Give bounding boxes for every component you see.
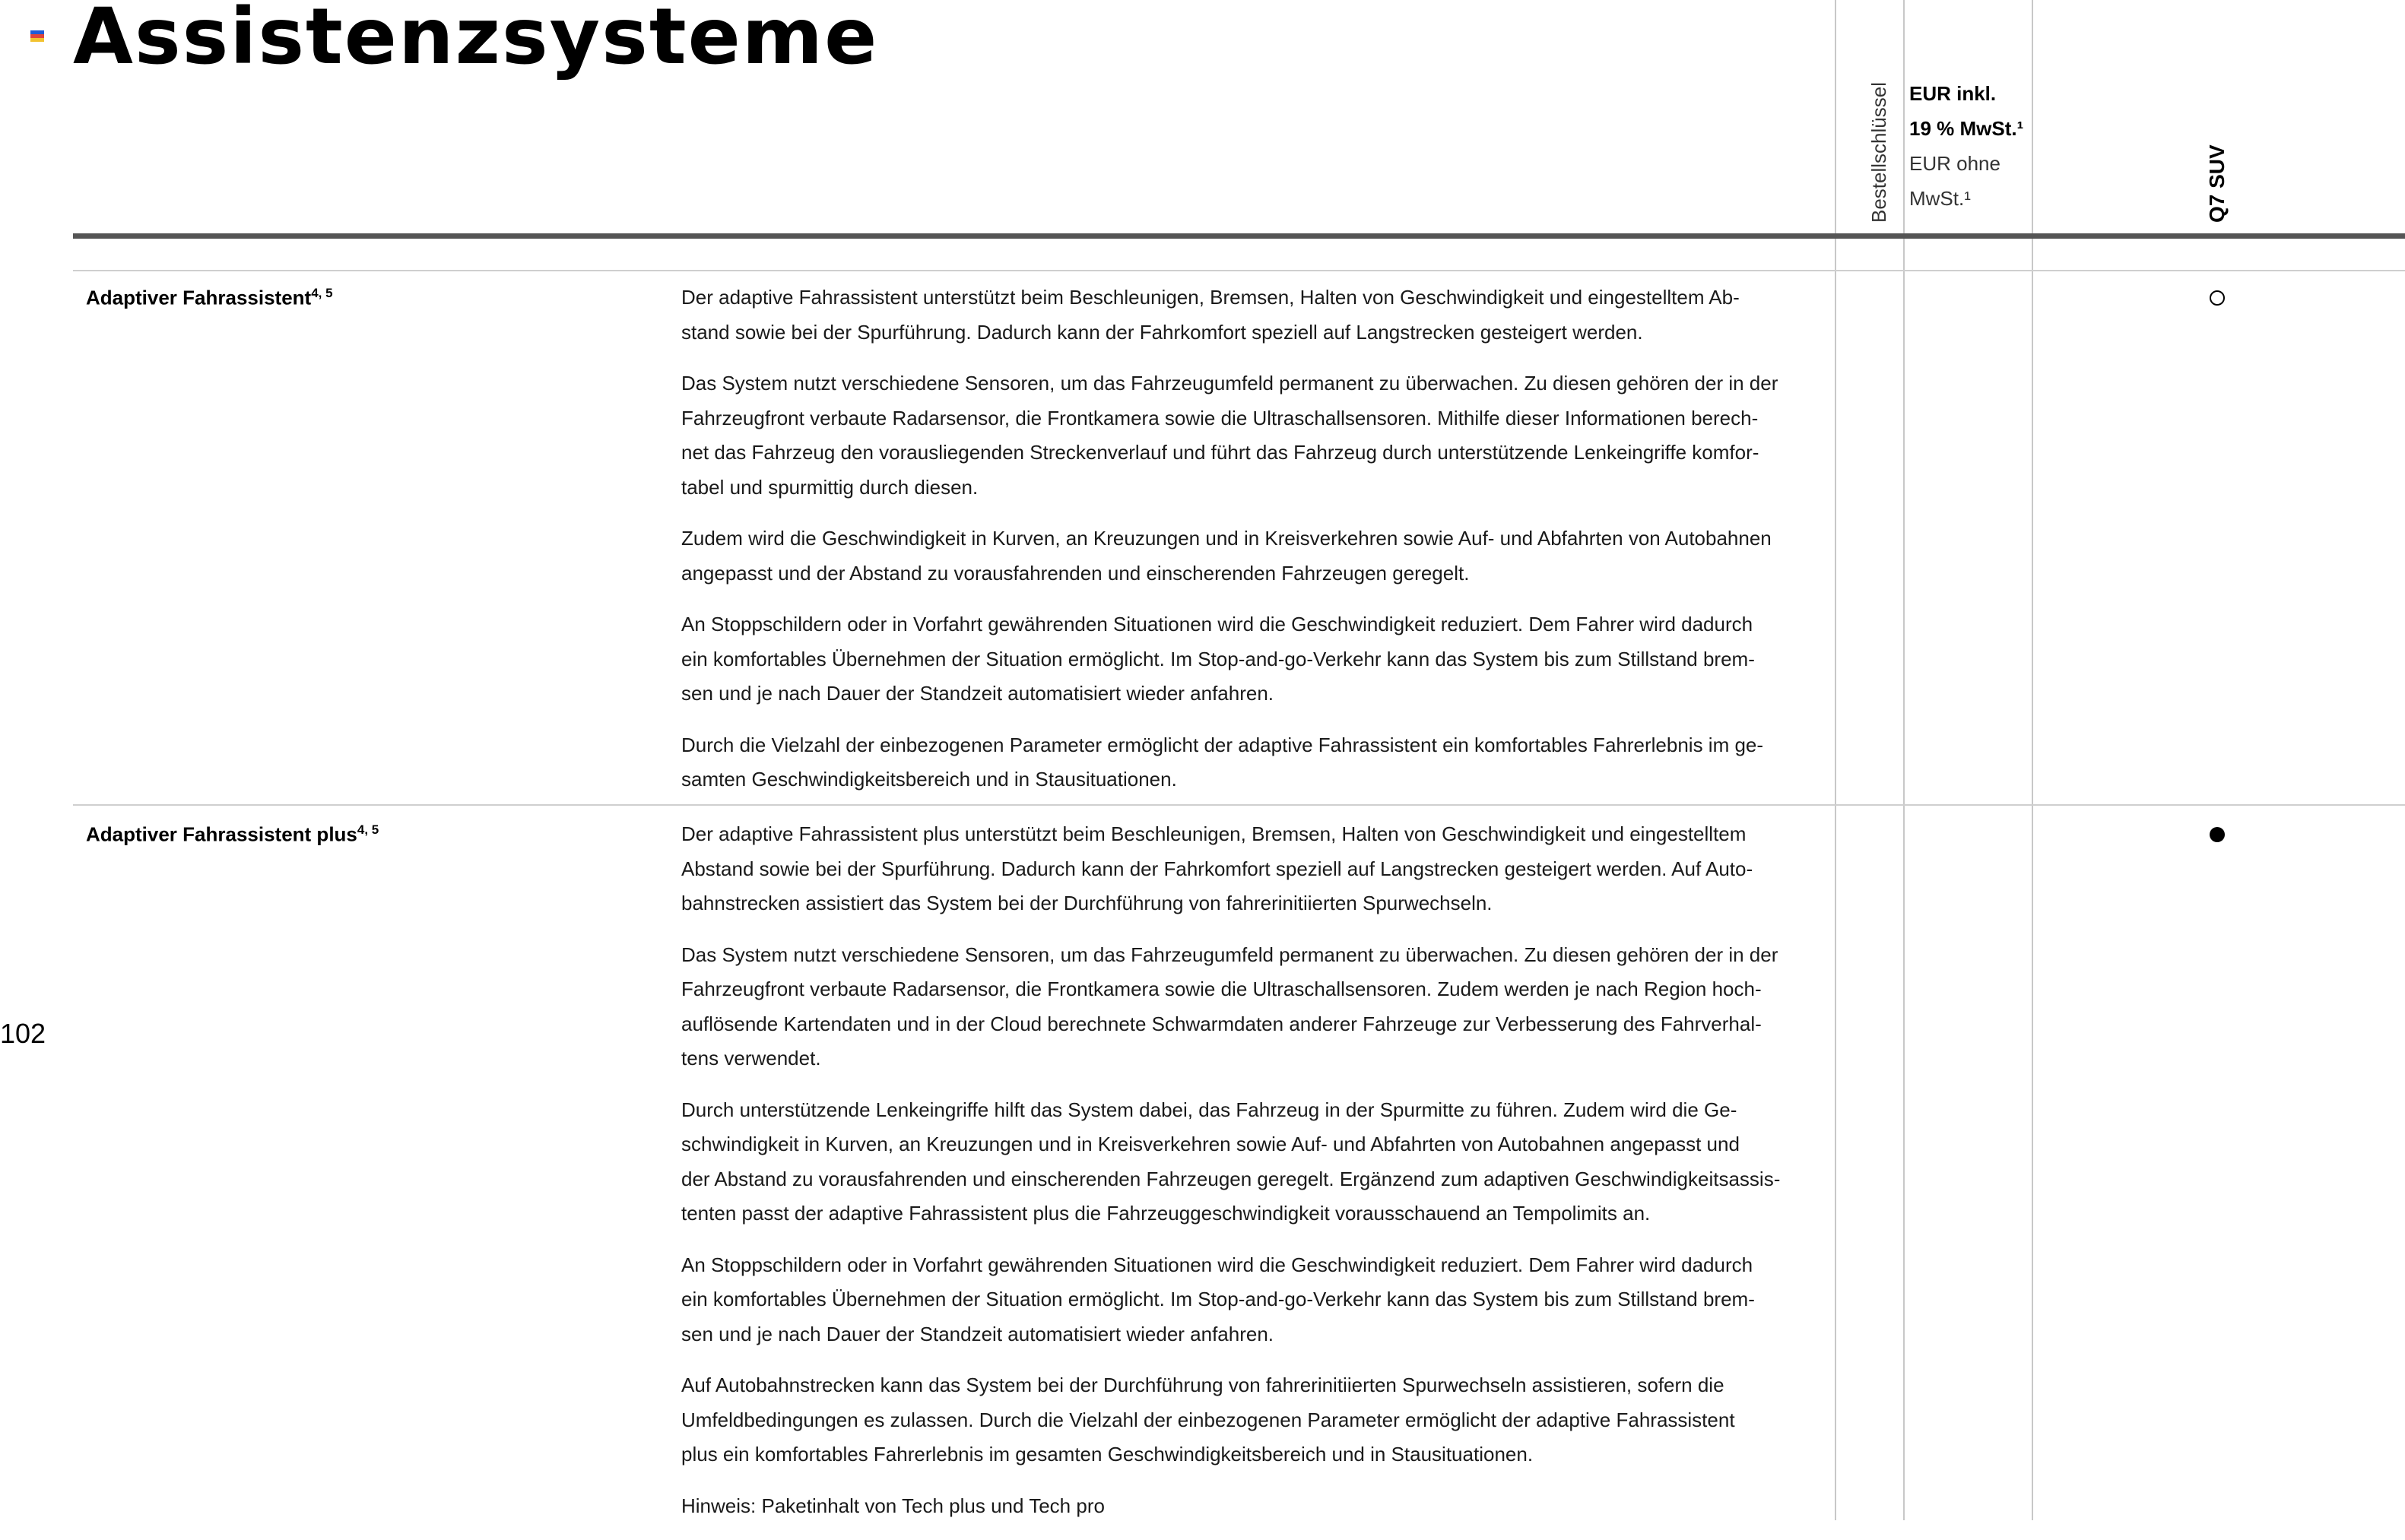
order-code-column-header: Bestellschlüssel [1867,82,1890,223]
price-column-header [1909,76,2039,216]
price-excl-label: EUR ohne [1909,152,2000,175]
description-paragraph: Der adaptive Fahrassistent plus unterstützt beim Beschleunigen, Bremsen, Halten von Geschwindigkeit und eingestelltem Abstand sowie bei der Spurführung. Dadurch kann der Fahrkomfort speziell auf Langstrecken gesteigert werden. Auf Auto- bahnstrecken assistiert das System bei der Durchführung von fahrerinitiierten Spurwechseln. [681,822,1753,914]
header-rule [73,233,2405,239]
description-paragraph: Das System nutzt verschiedene Sensoren, um das Fahrzeugumfeld permanent zu überwachen. Zu diesen gehören der in der Fahrzeugfront verbaute Radarsensor, die Frontkamera sowie die Ultraschallsensoren. Zudem werden je nach Region hoch- auflösende Kartendaten und in der Cloud berechnete Schwarmdaten anderer Fahrzeuge zur Verbesserung des Fahrverhal- tens verwendet. [681,943,1778,1069]
feature-name-text: Adaptiver Fahrassistent plus [86,822,357,846]
price-excl-label-2: MwSt.¹ [1909,187,1971,210]
brand-flag-icon [30,30,44,42]
price-vat-label: 19 % MwSt.¹ [1909,117,2024,140]
feature-name [86,823,379,844]
description-paragraph: Auf Autobahnstrecken kann das System bei der Durchführung von fahrerinitiierten Spurwechseln assistieren, sofern die Umfeldbedingungen es zulassen. Durch die Vielzahl der einbezogenen Parameter ermöglicht der adaptive Fahrassistent plus ein komfortables Fahrerlebnis im gesamten Geschwindigkeitsbereich und in Stausituationen. [681,1374,1735,1466]
row-divider [73,270,2405,271]
description-paragraph: Hinweis: Paketinhalt von Tech plus und Tech pro [681,1494,1105,1517]
feature-name-text: Adaptiver Fahrassistent [86,286,312,309]
flag-stripe-yellow [30,38,44,42]
footnote-marker: 4, 5 [357,822,379,837]
availability-standard-icon [2210,827,2225,842]
column-divider-price [1903,0,1905,1520]
feature-description [681,817,1829,1540]
description-paragraph: An Stoppschildern oder in Vorfahrt gewährenden Situationen wird die Geschwindigkeit reduziert. Dem Fahrer wird dadurch ein komfortables Übernehmen der Situation ermöglicht. Im Stop-and-go-Verkehr kann das System bis zum Stillstand brem- sen und je nach Dauer der Standzeit automatisiert wieder anfahren. [681,613,1755,705]
description-paragraph: An Stoppschildern oder in Vorfahrt gewährenden Situationen wird die Geschwindigkeit reduziert. Dem Fahrer wird dadurch ein komfortables Übernehmen der Situation ermöglicht. Im Stop-and-go-Verkehr kann das System bis zum Stillstand brem- sen und je nach Dauer der Standzeit automatisiert wieder anfahren. [681,1253,1755,1345]
page-number: 102 [0,1018,46,1049]
footnote-marker: 4, 5 [311,286,333,300]
feature-description [681,280,1829,814]
page-title: Assistenzsysteme [73,0,879,82]
description-paragraph: Zudem wird die Geschwindigkeit in Kurven, an Kreuzungen und in Kreisverkehren sowie Auf- und Abfahrten von Autobahnen angepasst und der Abstand zu vorausfahrenden und einscherenden Fahrzeugen geregelt. [681,527,1772,585]
model-column-header: Q7 SUV [2205,144,2229,223]
description-paragraph: Der adaptive Fahrassistent unterstützt beim Beschleunigen, Bremsen, Halten von Geschwindigkeit und eingestelltem Ab- stand sowie bei der Spurführung. Dadurch kann der Fahrkomfort speziell auf Langstrecken gesteigert werden. [681,286,1740,344]
price-incl-label: EUR inkl. [1909,82,1997,105]
feature-name [86,287,333,308]
description-paragraph: Durch die Vielzahl der einbezogenen Parameter ermöglicht der adaptive Fahrassistent ein komfortables Fahrerlebnis im ge- samten Geschwindigkeitsbereich und in Stausituationen. [681,733,1764,791]
description-paragraph: Durch unterstützende Lenkeingriffe hilft das System dabei, das Fahrzeug in der Spurmitte zu führen. Zudem wird die Ge- schwindigkeit in Kurven, an Kreuzungen und in Kreisverkehren sowie Auf- und Abfahrten von Autobahnen angepasst und der Abstand zu vorausfahrenden und einscherenden Fahrzeugen geregelt. Ergänzend zum adaptiven Geschwindigkeitsassis- tenten passt der adaptive Fahrassistent plus die Fahrzeuggeschwindigkeit vorausschauend an Tempolimits an. [681,1098,1781,1225]
column-divider-order-code [1835,0,1836,1520]
description-paragraph: Das System nutzt verschiedene Sensoren, um das Fahrzeugumfeld permanent zu überwachen. Zu diesen gehören der in der Fahrzeugfront verbaute Radarsensor, die Frontkamera sowie die Ultraschallsensoren. Mithilfe dieser Informationen berech- net das Fahrzeug den vorausliegenden Streckenverlauf und führt das Fahrzeug durch unterstützende Lenkeingriffe komfor- tabel und spurmittig durch diesen. [681,372,1778,499]
column-divider-model [2032,0,2033,1520]
availability-optional-icon [2210,290,2225,306]
